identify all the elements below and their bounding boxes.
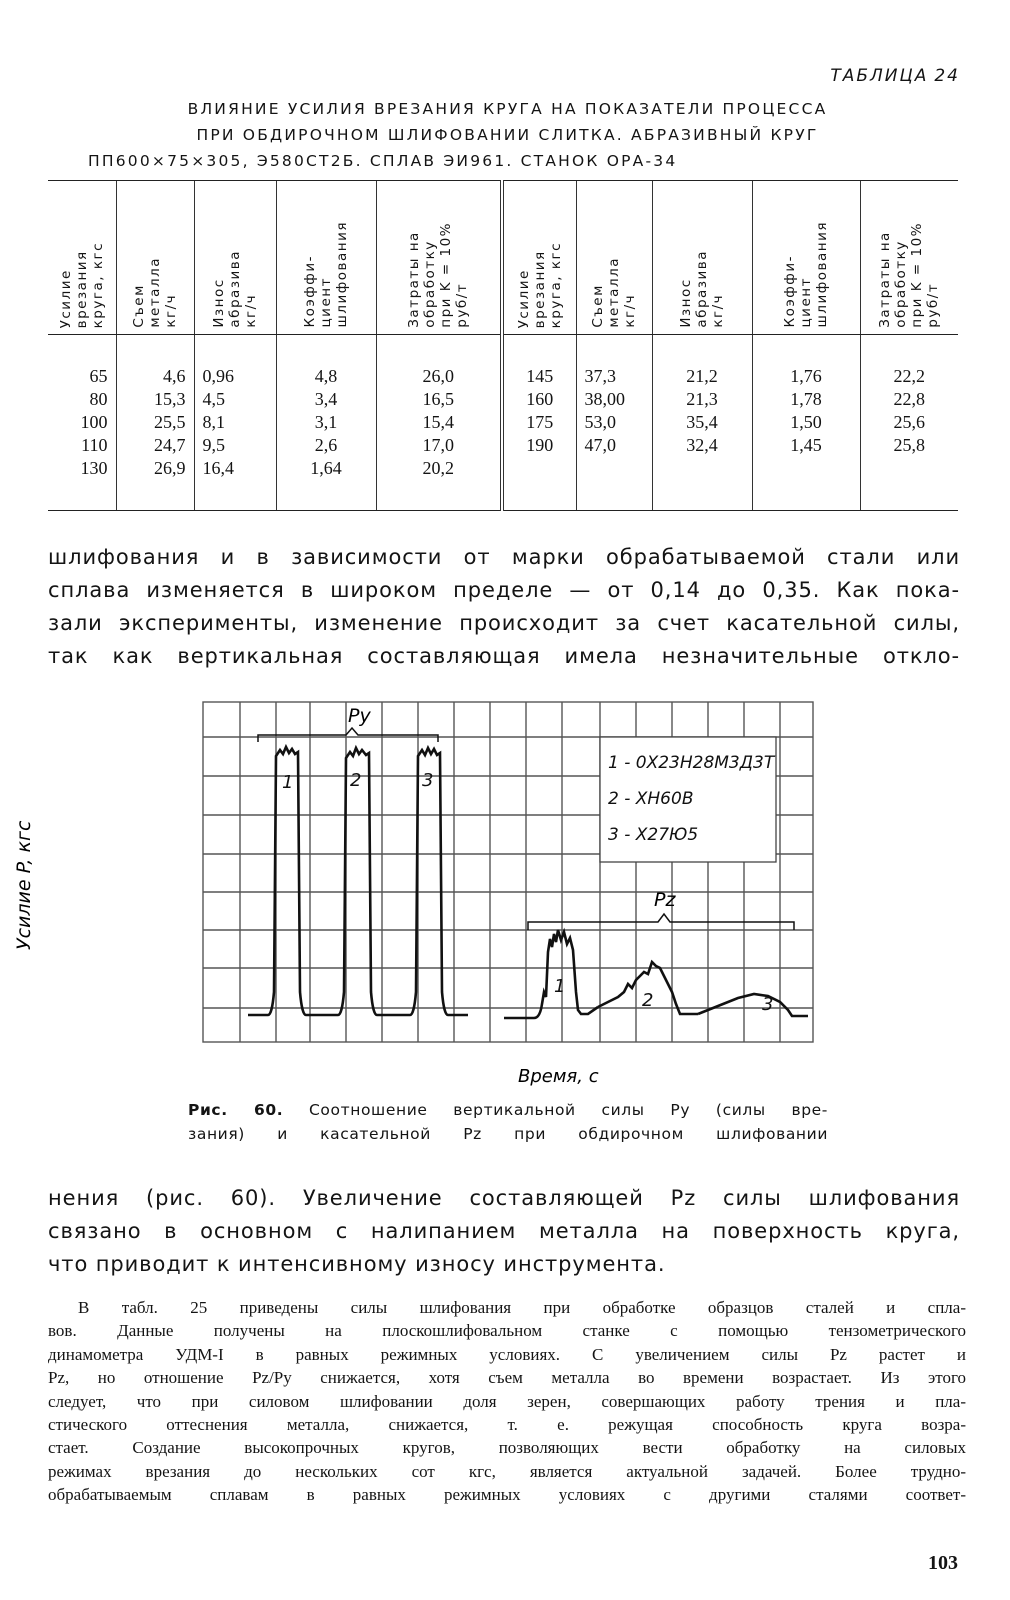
page-number: 103 (928, 1552, 958, 1574)
cell-value: 26,9 (154, 458, 186, 478)
header-text: Усилие врезания круга, кгс (515, 241, 564, 328)
cell-value: 37,3 (584, 366, 616, 386)
paragraph-main (48, 1182, 960, 1281)
pz-curve-label-1: 1 (554, 976, 566, 997)
header-text: Коэффи- циент шлифования (302, 221, 350, 328)
figure-caption (188, 1098, 828, 1146)
cell-value: 35,4 (686, 412, 718, 432)
pz-curve-1 (504, 930, 598, 1018)
header-cell (752, 181, 860, 335)
text-line: шлифования и в зависимости от марки обрабатываемой стали или (48, 545, 960, 569)
cell-value: 130 (80, 458, 108, 478)
cell-value: 4,8 (314, 366, 338, 386)
caption-line (188, 1122, 828, 1146)
cell-value: 25,5 (154, 412, 186, 432)
y-axis-label-svg (10, 800, 36, 960)
cell-value: 190 (526, 435, 554, 455)
figure-number: Рис. 60. (188, 1101, 284, 1119)
header-cell (48, 181, 116, 335)
cell-value: 100 (80, 412, 108, 432)
text-line: режимах врезания до нескольких сот кгс, является актуальной задачей. Более трудно- (48, 1461, 966, 1481)
cell-value: 24,7 (154, 435, 186, 455)
cell-value: 21,2 (686, 366, 718, 386)
header-text: Усилие врезания круга, кгс (57, 241, 106, 328)
cell-value: 25,8 (893, 435, 925, 455)
cell-value: 22,2 (893, 366, 925, 386)
cell-value: 175 (526, 412, 554, 432)
py-label: Py (348, 705, 371, 727)
table-cell (502, 335, 576, 511)
cell-value: 0,96 (202, 366, 234, 386)
header-text: Износ абразива кг/ч (678, 250, 726, 328)
header-text: Съем металла кг/ч (131, 257, 179, 328)
cell-value: 53,0 (584, 412, 616, 432)
table-cell (376, 335, 502, 511)
legend-entry-2: 2 - ХН60В (608, 789, 694, 809)
paragraph-continuation (48, 541, 960, 673)
caption-text: зания) и касательной Pz при обдирочном шлифовании (188, 1125, 828, 1143)
x-axis-label: Время, с (518, 1066, 599, 1087)
curve-label-2: 2 (350, 770, 362, 791)
cell-value: 38,00 (584, 389, 625, 409)
cell-value: 160 (526, 389, 554, 409)
table-caption-line: ВЛИЯНИЕ УСИЛИЯ ВРЕЗАНИЯ КРУГА НА ПОКАЗАТЕЛИ ПРОЦЕССА (187, 100, 828, 118)
text-line: вов. Данные получены на плоскошлифовальном станке с помощью тензометрического (48, 1321, 966, 1341)
pz-curve-label-2: 2 (642, 990, 654, 1011)
text-line: сплава изменяется в широком пределе — от 0,14 до 0,35. Как пока- (48, 578, 960, 602)
header-text: Износ абразива кг/ч (211, 250, 259, 328)
table-tag-word: ТАБЛИЦА (830, 66, 929, 86)
table-number: 24 (934, 66, 960, 86)
header-cell (276, 181, 376, 335)
header-cell (194, 181, 276, 335)
cell-value: 80 (89, 389, 108, 409)
text-line: динамометра УДМ-I в равных режимных условиях. С увеличением силы Pz растет и (48, 1344, 966, 1364)
cell-value: 15,3 (154, 389, 186, 409)
header-text: Затраты на обработку при K = 10% руб/т (406, 222, 471, 328)
cell-value: 16,5 (422, 389, 454, 409)
caption-line (188, 1098, 828, 1122)
table-header-row (48, 181, 958, 335)
cell-value: 2,6 (314, 435, 338, 455)
table-cell (752, 335, 860, 511)
curve-label-1: 1 (282, 772, 294, 793)
table-number-label (830, 66, 960, 86)
table-cell (860, 335, 958, 511)
text-line: что приводит к интенсивному износу инструмента. (48, 1252, 666, 1276)
table-cell (652, 335, 752, 511)
caption-text: Соотношение вертикальной силы Py (силы вре- (283, 1101, 829, 1119)
cell-value: 1,64 (310, 458, 342, 478)
pz-curve-3 (698, 994, 808, 1016)
grinding-data-table (48, 180, 958, 511)
header-cell (116, 181, 194, 335)
y-axis-label-wrapper (10, 800, 36, 960)
table-cell (48, 335, 116, 511)
py-curve-2 (328, 748, 398, 1015)
header-cell (376, 181, 502, 335)
table-cell (194, 335, 276, 511)
table-cell (576, 335, 652, 511)
cell-value: 25,6 (893, 412, 925, 432)
cell-value: 110 (81, 435, 108, 455)
header-text: Съем металла кг/ч (590, 257, 638, 328)
cell-value: 1,76 (790, 366, 822, 386)
curve-label-3: 3 (422, 770, 434, 791)
text-line: зали эксперименты, изменение происходит за счет касательной силы, (48, 611, 960, 635)
cell-value: 1,78 (790, 389, 822, 409)
text-line: нения (рис. 60). Увеличение составляющей Pz силы шлифования (48, 1186, 960, 1210)
legend-entry-3: 3 - Х27Ю5 (608, 825, 699, 845)
cell-value: 9,5 (202, 435, 225, 455)
header-cell (576, 181, 652, 335)
cell-value: 1,50 (790, 412, 822, 432)
cell-value: 32,4 (686, 435, 718, 455)
cell-value: 47,0 (584, 435, 616, 455)
cell-value: 3,1 (314, 412, 338, 432)
cell-value: 17,0 (422, 435, 454, 455)
force-plot (188, 692, 828, 1092)
table-caption-line: ПРИ ОБДИРОЧНОМ ШЛИФОВАНИИ СЛИТКА. АБРАЗИВНЫЙ КРУГ (196, 126, 819, 144)
cell-value: 1,45 (790, 435, 822, 455)
figure-60 (188, 692, 828, 1092)
header-text: Коэффи- циент шлифования (782, 221, 830, 328)
cell-value: 15,4 (422, 412, 454, 432)
text-line: В табл. 25 приведены силы шлифования при обработке образцов сталей и спла- (78, 1298, 966, 1317)
text-line: обрабатываемым сплавам в равных режимных условиях с другими сталями соответ- (48, 1485, 966, 1505)
text-line: стического оттеснения металла, снижается, т. е. режущая способность круга возра- (48, 1415, 966, 1435)
header-cell (502, 181, 576, 335)
paragraph-small (48, 1296, 966, 1507)
pz-curve-label-3: 3 (762, 994, 774, 1015)
header-text: Затраты на обработку при K = 10% руб/т (877, 222, 942, 328)
text-line: стает. Создание высокопрочных кругов, позволяющих вести обработку на силовых (48, 1438, 966, 1458)
table-caption-line: ПП600×75×305, Э580СТ2Б. СПЛАВ ЭИ961. СТАНОК ОРА-34 (88, 152, 678, 170)
cell-value: 8,1 (202, 412, 225, 432)
text-line: так как вертикальная составляющая имела незначительные откло- (48, 644, 960, 668)
cell-value: 20,2 (422, 458, 454, 478)
cell-value: 16,4 (202, 458, 234, 478)
py-bracket (258, 728, 438, 742)
cell-value: 21,3 (686, 389, 718, 409)
pz-bracket (528, 914, 794, 930)
table-body-row (48, 335, 958, 511)
header-cell (652, 181, 752, 335)
table-cell (276, 335, 376, 511)
cell-value: 65 (89, 366, 108, 386)
cell-value: 4,5 (202, 389, 225, 409)
text-line: Pz, но отношение Pz/Py снижается, хотя съем металла во времени возрастает. Из этого (48, 1368, 966, 1388)
cell-value: 26,0 (422, 366, 454, 386)
table-cell (116, 335, 194, 511)
y-axis-label: Усилие P, кгс (13, 820, 35, 950)
legend-entry-1: 1 - 0Х23Н28М3Д3Т (608, 753, 775, 773)
cell-value: 22,8 (893, 389, 925, 409)
text-line: связано в основном с налипанием металла на поверхность круга, (48, 1219, 960, 1243)
cell-value: 4,6 (163, 366, 186, 386)
text-line: следует, что при силовом шлифовании доля зерен, совершающих работу трения и пла- (48, 1391, 966, 1411)
table-caption (55, 96, 960, 174)
cell-value: 145 (526, 366, 554, 386)
header-cell (860, 181, 958, 335)
pz-label: Pz (654, 889, 676, 911)
cell-value: 3,4 (314, 389, 338, 409)
